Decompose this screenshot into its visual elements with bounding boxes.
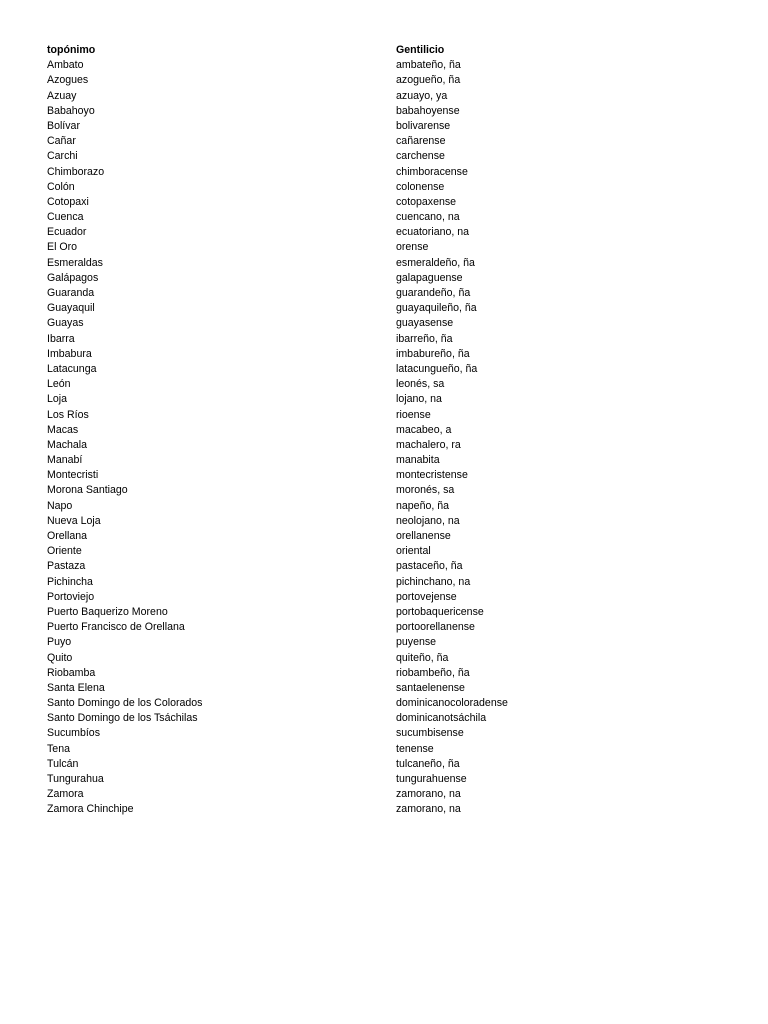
toponimo-cell: Cuenca: [47, 211, 84, 224]
gentilicio-cell: puyense: [396, 636, 437, 649]
table-row: [47, 165, 567, 180]
table-row: [47, 89, 567, 104]
gentilicio-cell: carchense: [396, 150, 445, 163]
toponimo-cell: Guaranda: [47, 287, 95, 299]
table-row: [47, 256, 567, 271]
gentilicio-cell: zamorano, na: [396, 803, 461, 816]
toponimo-cell: Los Ríos: [47, 408, 89, 421]
table-body: [47, 58, 567, 817]
gentilicio-cell: galapaguense: [396, 271, 463, 284]
gentilicio-cell: tungurahuense: [396, 773, 467, 785]
toponimo-cell: León: [47, 378, 71, 391]
toponimo-cell: Cotopaxi: [47, 195, 89, 208]
table-row: [47, 104, 567, 119]
table-row: [47, 347, 567, 362]
gentilicio-cell: oriental: [396, 545, 431, 558]
table-row: [47, 514, 567, 529]
toponimo-cell: Colón: [47, 180, 75, 193]
gentilicio-cell: dominicanotsáchila: [396, 712, 487, 725]
table-row: [47, 620, 567, 635]
gentilicio-cell: sucumbisense: [396, 727, 464, 740]
gentilicio-cell: cuencano, na: [396, 211, 460, 224]
table-row: [47, 772, 567, 787]
toponimo-cell: Santo Domingo de los Tsáchilas: [47, 712, 198, 725]
gentilicio-cell: portoorellanense: [396, 621, 475, 634]
table-row: [47, 590, 567, 605]
gentilicio-cell: chimboracense: [396, 165, 468, 178]
table-row: [47, 787, 567, 802]
toponimo-cell: Santa Elena: [47, 681, 105, 694]
table-row: [47, 73, 567, 88]
toponimo-cell: Esmeraldas: [47, 256, 103, 269]
toponimo-cell: Orellana: [47, 530, 88, 542]
gentilicio-cell: macabeo, a: [396, 423, 452, 436]
toponimo-cell: Ecuador: [47, 226, 87, 239]
table-row: [47, 696, 567, 711]
table-row: [47, 301, 567, 316]
toponimo-cell: Portoviejo: [47, 590, 95, 603]
toponimo-cell: Puyo: [47, 636, 72, 649]
table-row: [47, 529, 567, 544]
table-row: [47, 468, 567, 483]
table-row: [47, 681, 567, 696]
header-toponimo: topónimo: [47, 44, 96, 56]
table-row: [47, 559, 567, 574]
toponimo-cell: Bolívar: [47, 119, 80, 132]
toponimo-cell: Puerto Baquerizo Moreno: [47, 605, 168, 618]
gentilicio-cell: rioense: [396, 408, 431, 421]
gentilicio-cell: guayaquileño, ña: [396, 302, 477, 315]
table-row: [47, 286, 567, 301]
toponimo-cell: Azogues: [47, 74, 89, 87]
toponimo-cell: Pastaza: [47, 560, 86, 573]
toponimo-cell: Morona Santiago: [47, 484, 128, 497]
toponimo-cell: Tungurahua: [47, 773, 104, 785]
gentilicio-cell: latacungueño, ña: [396, 362, 478, 375]
gentilicio-cell: guarandeño, ña: [396, 287, 471, 299]
table-row: [47, 742, 567, 757]
toponimo-cell: Machala: [47, 438, 88, 451]
toponimo-cell: Napo: [47, 499, 73, 512]
toponimo-cell: Santo Domingo de los Colorados: [47, 697, 203, 710]
gentilicio-cell: ambateño, ña: [396, 59, 461, 72]
table-row: [47, 711, 567, 726]
toponimo-cell: Carchi: [47, 150, 78, 163]
toponimo-cell: Babahoyo: [47, 104, 95, 117]
toponimo-cell: Sucumbíos: [47, 727, 100, 740]
gentilicio-cell: tulcaneño, ña: [396, 757, 460, 770]
gentilicio-cell: orellanense: [396, 530, 451, 542]
table-row: [47, 757, 567, 772]
toponimo-cell: Zamora: [47, 788, 84, 801]
table-row: [47, 726, 567, 741]
table-row: [47, 483, 567, 498]
table-row: [47, 802, 567, 817]
table-row: [47, 210, 567, 225]
table-row: [47, 605, 567, 620]
gentilicio-cell: babahoyense: [396, 104, 460, 117]
toponimo-cell: Riobamba: [47, 666, 96, 679]
gentilicio-cell: esmeraldeño, ña: [396, 256, 475, 269]
table-row: [47, 316, 567, 331]
toponimo-cell: Nueva Loja: [47, 514, 101, 527]
gentilicio-cell: machalero, ra: [396, 438, 461, 451]
gentilicio-cell: azuayo, ya: [396, 89, 448, 102]
gentilicio-cell: orense: [396, 241, 429, 254]
toponimo-cell: Pichincha: [47, 575, 93, 588]
table-row: [47, 377, 567, 392]
toponimo-cell: Oriente: [47, 545, 82, 558]
table-row: [47, 180, 567, 195]
toponimo-cell: Imbabura: [47, 347, 92, 360]
toponimo-cell: Galápagos: [47, 271, 99, 284]
gentilicio-cell: cañarense: [396, 135, 446, 148]
gentilicio-cell: riobambeño, ña: [396, 666, 470, 679]
gentilicio-cell: zamorano, na: [396, 788, 461, 801]
toponimo-cell: Azuay: [47, 89, 77, 102]
table-row: [47, 575, 567, 590]
table-row: [47, 453, 567, 468]
toponimo-cell: Tulcán: [47, 757, 79, 770]
gentilicio-cell: dominicanocoloradense: [396, 697, 508, 710]
header-gentilicio: Gentilicio: [396, 44, 445, 56]
gentilicio-cell: santaelenense: [396, 681, 465, 694]
table-row: [47, 362, 567, 377]
table-row: [47, 423, 567, 438]
gentilicio-cell: neolojano, na: [396, 514, 460, 527]
toponimo-cell: Ibarra: [47, 332, 75, 345]
gentilicio-cell: cotopaxense: [396, 195, 457, 208]
gentilicio-cell: napeño, ña: [396, 499, 450, 512]
table-row: [47, 195, 567, 210]
gentilicio-cell: montecristense: [396, 469, 468, 482]
toponimo-cell: Montecristi: [47, 469, 99, 482]
table-row: [47, 499, 567, 514]
table-row: [47, 438, 567, 453]
toponimo-cell: Guayaquil: [47, 302, 95, 315]
table-row: [47, 392, 567, 407]
toponimo-cell: Quito: [47, 651, 73, 664]
gentilicio-cell: portovejense: [396, 590, 457, 603]
gentilicio-cell: lojano, na: [396, 393, 442, 406]
table-row: [47, 149, 567, 164]
gentilicio-cell: imbabureño, ña: [396, 347, 470, 360]
table-row: [47, 225, 567, 240]
toponimo-cell: Tena: [47, 742, 70, 755]
table-row: [47, 240, 567, 255]
gentilicio-cell: tenense: [396, 742, 434, 755]
toponimo-cell: Chimborazo: [47, 165, 105, 178]
table-row: [47, 408, 567, 423]
table-row: [47, 119, 567, 134]
toponimo-cell: Ambato: [47, 59, 84, 72]
toponimo-cell: Latacunga: [47, 362, 97, 375]
table-row: [47, 332, 567, 347]
table-row: [47, 651, 567, 666]
gentilicio-cell: portobaquericense: [396, 605, 484, 618]
gentilicio-cell: moronés, sa: [396, 484, 455, 497]
gentilicio-table: [47, 43, 567, 818]
gentilicio-cell: manabita: [396, 454, 440, 467]
table-row: [47, 635, 567, 650]
gentilicio-cell: quiteño, ña: [396, 651, 449, 664]
gentilicio-cell: bolivarense: [396, 119, 451, 132]
table-row: [47, 58, 567, 73]
gentilicio-cell: colonense: [396, 180, 445, 193]
table-row: [47, 271, 567, 286]
toponimo-cell: El Oro: [47, 241, 78, 254]
toponimo-cell: Macas: [47, 423, 79, 436]
gentilicio-cell: ibarreño, ña: [396, 332, 453, 345]
gentilicio-cell: leonés, sa: [396, 378, 445, 391]
gentilicio-cell: ecuatoriano, na: [396, 226, 470, 239]
gentilicio-cell: pichinchano, na: [396, 575, 471, 588]
gentilicio-cell: guayasense: [396, 317, 454, 330]
toponimo-cell: Manabí: [47, 454, 83, 467]
table-row: [47, 544, 567, 559]
table-header-row: [47, 43, 567, 58]
table-row: [47, 666, 567, 681]
toponimo-cell: Guayas: [47, 317, 84, 330]
toponimo-cell: Cañar: [47, 135, 76, 148]
toponimo-cell: Zamora Chinchipe: [47, 803, 134, 816]
toponimo-cell: Puerto Francisco de Orellana: [47, 621, 185, 634]
gentilicio-cell: azogueño, ña: [396, 74, 461, 87]
table-row: [47, 134, 567, 149]
gentilicio-cell: pastaceño, ña: [396, 560, 463, 573]
toponimo-cell: Loja: [47, 393, 68, 406]
